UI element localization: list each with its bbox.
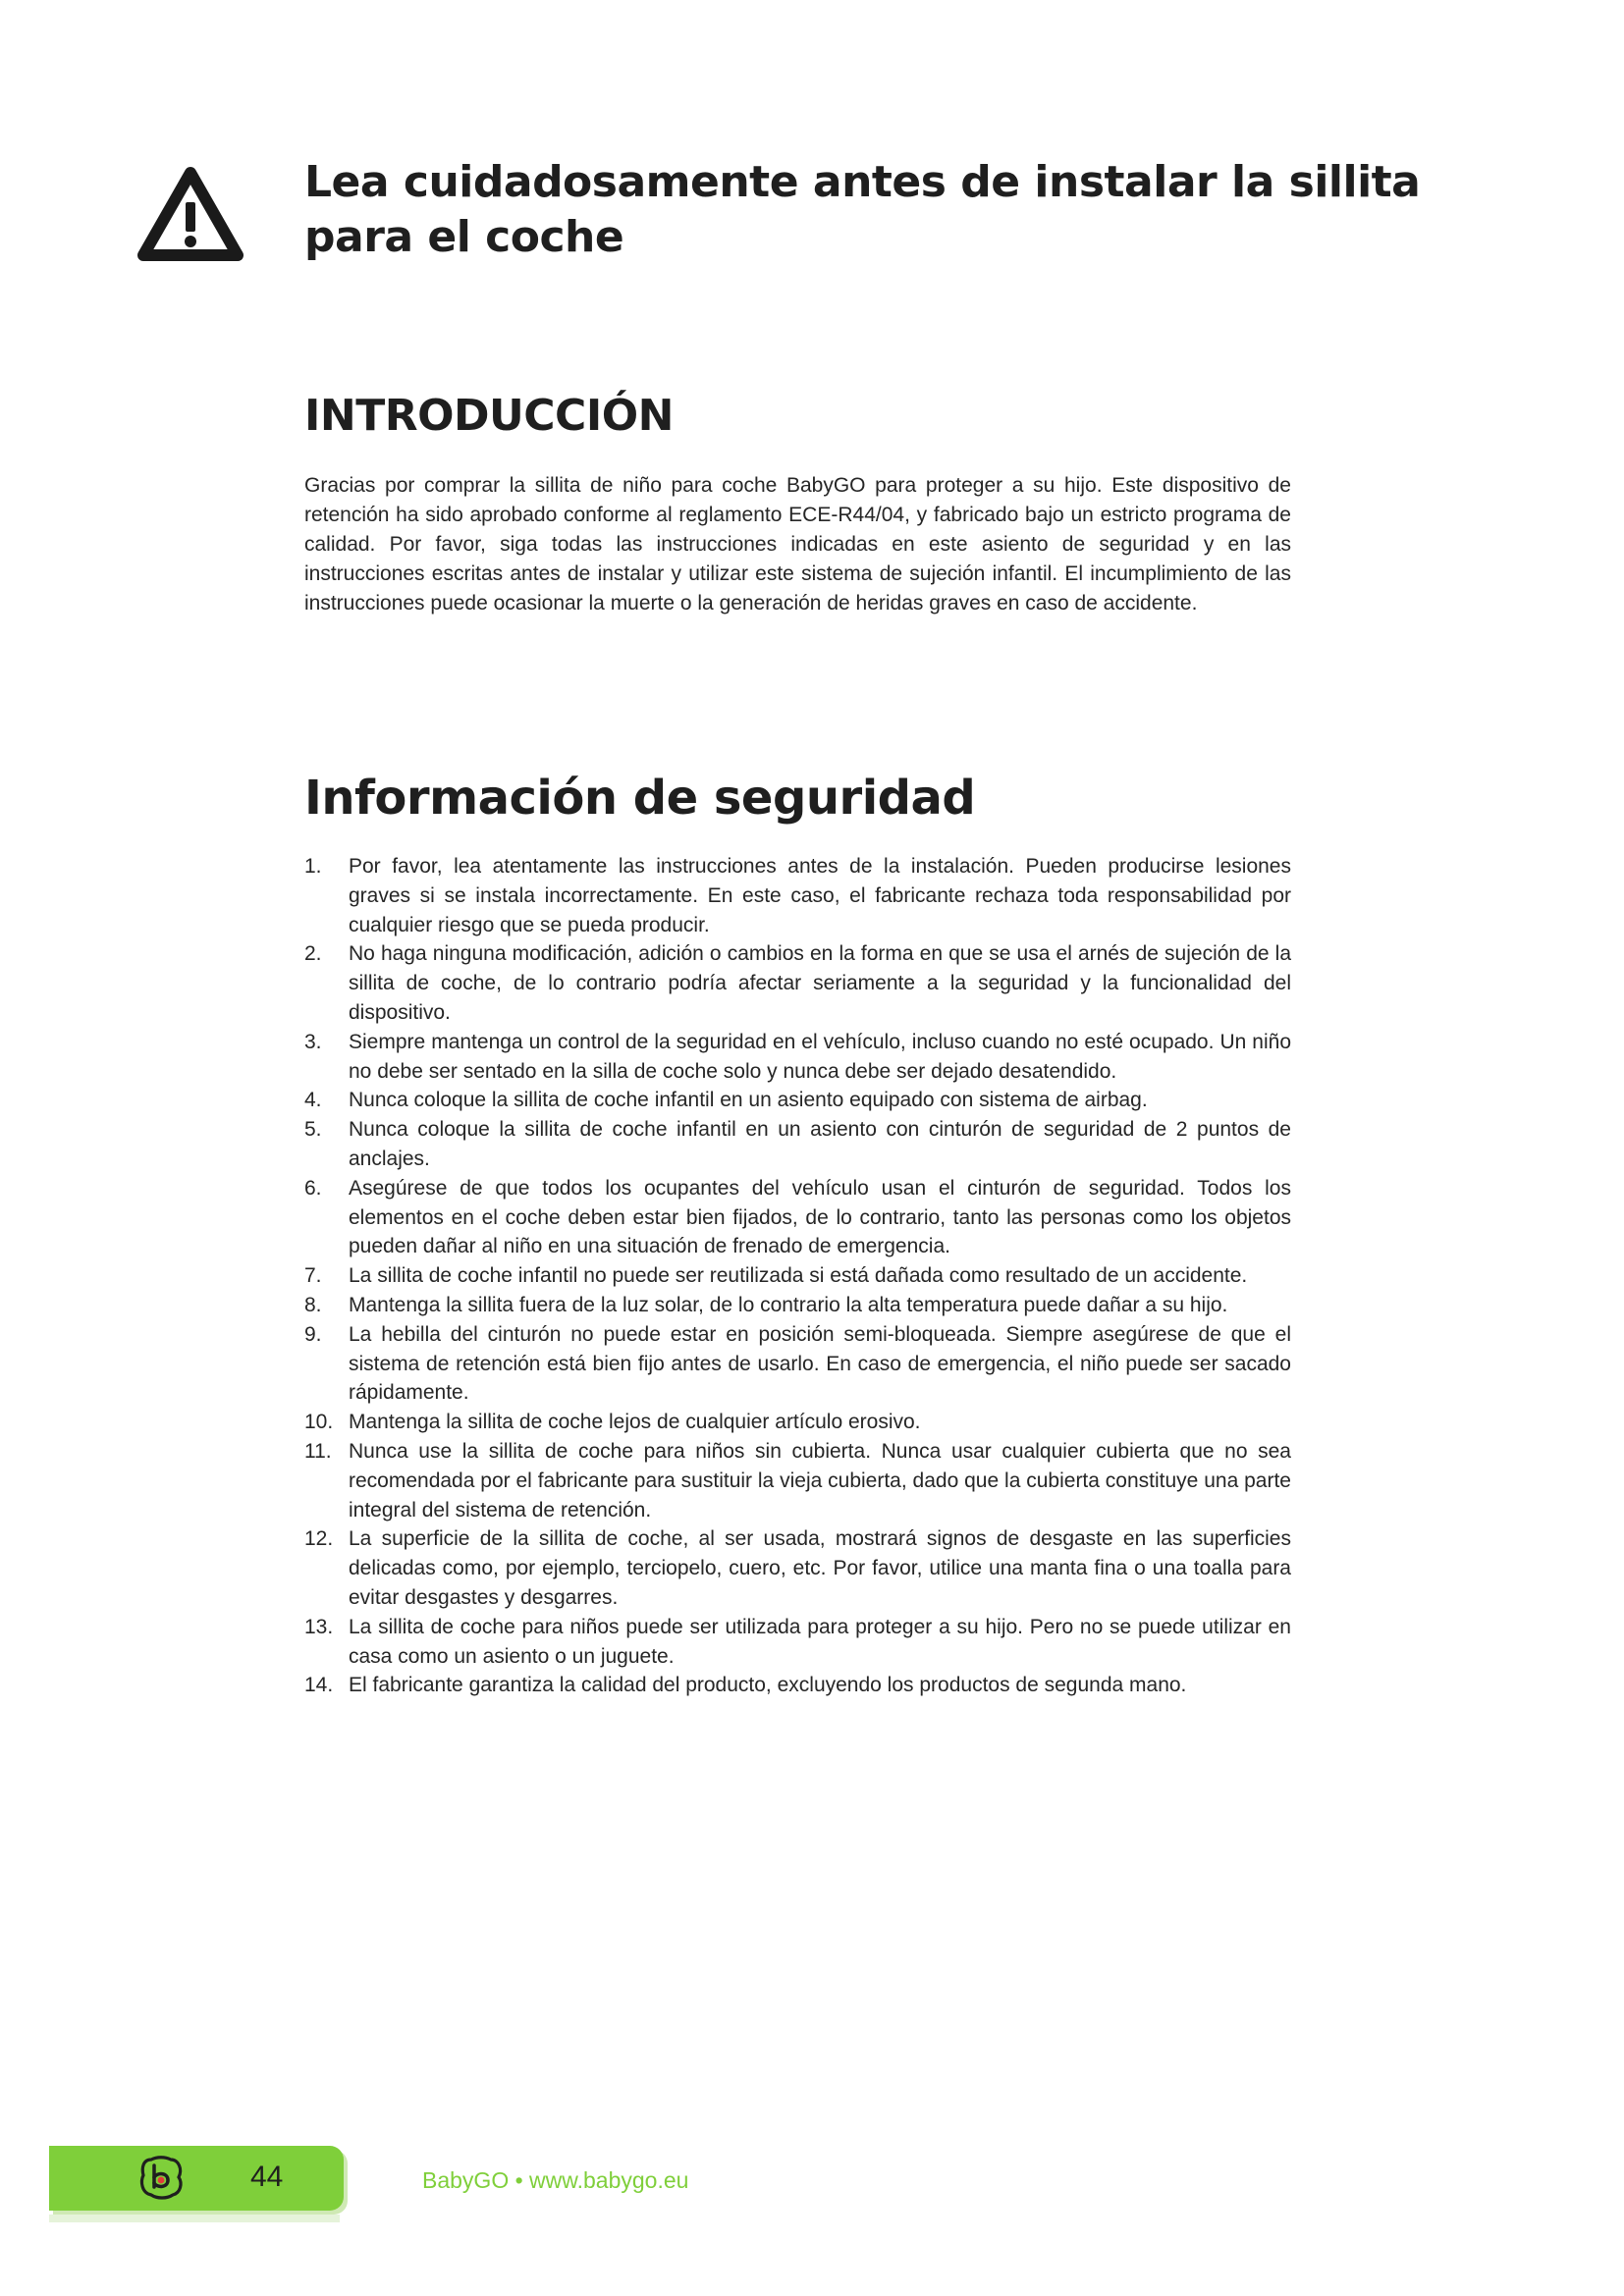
warning-triangle-icon — [135, 165, 245, 263]
list-item-text: Nunca coloque la sillita de coche infantil en un asiento equipado con sistema de airbag. — [349, 1089, 1148, 1112]
list-item-number: 12. — [304, 1527, 334, 1551]
list-item — [304, 1613, 1291, 1672]
list-item — [304, 852, 1291, 939]
list-item — [304, 1086, 1291, 1115]
list-item-text: La sillita de coche infantil no puede ser reutilizada si está dañada como resultado de un accidente. — [349, 1264, 1248, 1288]
list-item-text: Nunca coloque la sillita de coche infantil en un asiento con cinturón de seguridad de 2 puntos de anclajes. — [349, 1118, 1291, 1170]
list-item-text: Mantenga la sillita de coche lejos de cualquier artículo erosivo. — [349, 1411, 921, 1434]
list-item — [304, 1671, 1291, 1700]
list-item — [304, 1437, 1291, 1524]
list-item-number: 8. — [304, 1293, 322, 1316]
safety-list — [304, 852, 1291, 1700]
list-item-number: 11. — [304, 1439, 332, 1463]
list-item — [304, 1291, 1291, 1320]
babygo-logo-icon — [137, 2154, 185, 2201]
list-item-number: 14. — [304, 1674, 334, 1697]
list-item-text: La sillita de coche para niños puede ser utilizada para proteger a su hijo. Pero no se puede utilizar en casa como un asiento o un juguete. — [349, 1615, 1291, 1668]
footer-page-tab — [49, 2146, 344, 2211]
list-item-text: No haga ninguna modificación, adición o cambios en la forma en que se usa el arnés de sujeción de la sillita de coche, de lo contrario podría afectar seriamente a la seguridad y la funcionalidad del dispositivo. — [349, 942, 1291, 1024]
list-item-text: Siempre mantenga un control de la seguridad en el vehículo, incluso cuando no esté ocupado. Un niño no debe ser sentado en la silla de coche solo y nunca debe ser dejado desatendido. — [349, 1030, 1291, 1083]
introduction-text: Gracias por comprar la sillita de niño para coche BabyGO para proteger a su hijo. Este dispositivo de retención ha sido aprobado conforme al reglamento ECE-R44/04, y fabricado bajo un estricto programa de calidad. Por favor, siga todas las instrucciones indicadas en este asiento de seguridad y en las instrucciones escritas antes de instalar y utilizar este sistema de sujeción infantil. El incumplimiento de las instrucciones puede ocasionar la muerte o la generación de heridas graves en caso de accidente. — [304, 474, 1291, 614]
page-number: 44 — [250, 2161, 284, 2193]
list-item-number: 3. — [304, 1030, 322, 1053]
list-item-number: 10. — [304, 1411, 334, 1434]
list-item-text: Asegúrese de que todos los ocupantes del vehículo usan el cinturón de seguridad. Todos los elementos en el coche deben estar bien fijados, de lo contrario, tanto las personas como los objetos pueden dañar al niño en una situación de frenado de emergencia. — [349, 1176, 1291, 1258]
safety-heading: Información de seguridad — [304, 771, 976, 826]
list-item — [304, 1408, 1291, 1437]
list-item — [304, 939, 1291, 1027]
list-item — [304, 1174, 1291, 1261]
list-item-text: El fabricante garantiza la calidad del producto, excluyendo los productos de segunda mano. — [349, 1674, 1187, 1697]
list-item — [304, 1261, 1291, 1291]
list-item — [304, 1524, 1291, 1612]
list-item-text: Nunca use la sillita de coche para niños sin cubierta. Nunca usar cualquier cubierta que no sea recomendada por el fabricante para sustituir la vieja cubierta, dado que la cubierta constituye una parte integral del sistema de retención. — [349, 1439, 1291, 1522]
list-item-number: 5. — [304, 1118, 322, 1142]
list-item-number: 7. — [304, 1264, 322, 1288]
list-item-text: La hebilla del cinturón no puede estar en posición semi-bloqueada. Siempre asegúrese de que el sistema de retención está bien fijo antes de usarlo. En caso de emergencia, el niño puede ser sacado rápidamente. — [349, 1322, 1291, 1405]
footer-brand-url: BabyGO • www.babygo.eu — [422, 2167, 689, 2193]
list-item-number: 1. — [304, 855, 322, 878]
page-title: Lea cuidadosamente antes de instalar la sillita para el coche — [304, 157, 1421, 262]
list-item — [304, 1028, 1291, 1087]
list-item-text: Por favor, lea atentamente las instrucciones antes de la instalación. Pueden producirse lesiones graves si se instala incorrectamente. En este caso, el fabricante rechaza toda responsabilidad por cualquier riesgo que se pueda producir. — [349, 855, 1291, 936]
list-item-number: 6. — [304, 1176, 322, 1200]
list-item-number: 4. — [304, 1089, 322, 1112]
list-item — [304, 1320, 1291, 1408]
list-item-text: Mantenga la sillita fuera de la luz solar, de lo contrario la alta temperatura puede dañar a su hijo. — [349, 1293, 1228, 1316]
list-item-number: 2. — [304, 942, 322, 966]
list-item-text: La superficie de la sillita de coche, al ser usada, mostrará signos de desgaste en las superficies delicadas como, por ejemplo, terciopelo, cuero, etc. Por favor, utilice una manta fina o una toalla para evitar desgastes y desgarres. — [349, 1527, 1291, 1609]
list-item-number: 13. — [304, 1615, 334, 1638]
list-item — [304, 1115, 1291, 1174]
introduction-heading: INTRODUCCIÓN — [304, 391, 674, 441]
list-item-number: 9. — [304, 1322, 322, 1346]
